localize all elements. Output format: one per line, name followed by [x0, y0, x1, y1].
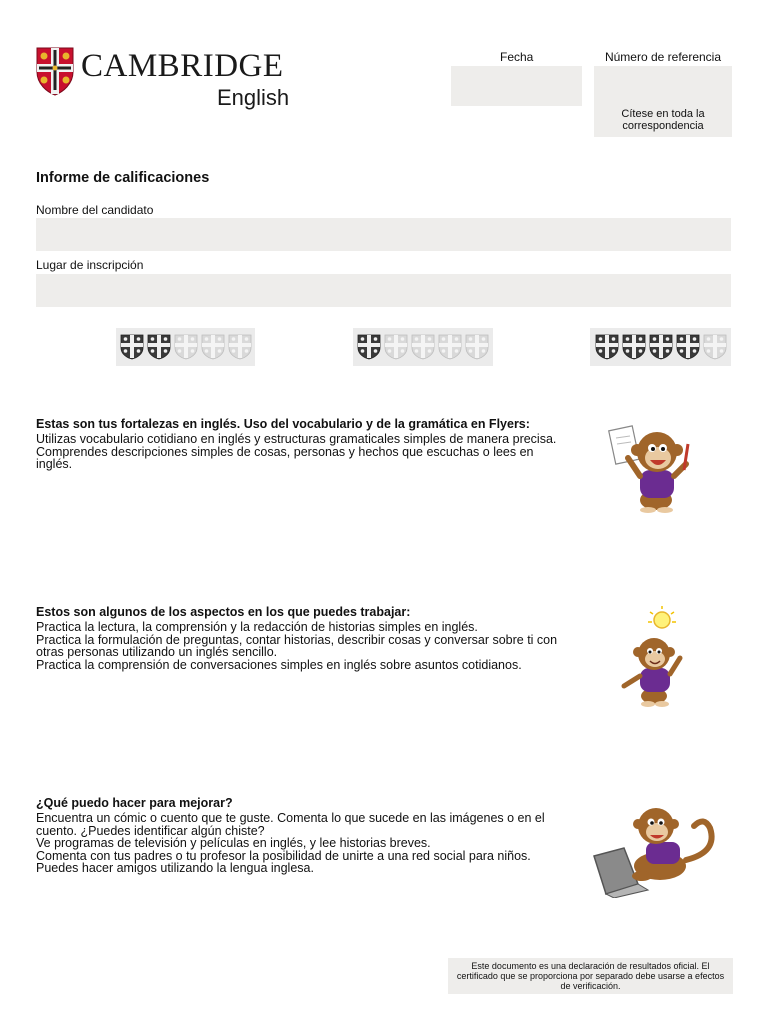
improvement-line: Practica la formulación de preguntas, contar historias, describir cosas y conversar sobre ti con: [36, 632, 558, 647]
monkey-writing-illustration: [608, 418, 700, 514]
place-field[interactable]: [36, 274, 731, 307]
improvement-line: Practica la comprensión de conversaciones simples en inglés sobre asuntos cotidianos.: [36, 657, 522, 672]
shield-score-1: [116, 328, 255, 366]
how-to-improve-title: ¿Qué puedo hacer para mejorar?: [36, 796, 233, 810]
candidate-name-label: Nombre del candidato: [36, 203, 154, 217]
shield-score-3: [590, 328, 731, 366]
reference-field[interactable]: [594, 66, 732, 137]
official-statement-note: Este documento es una declaración de resultados oficial. El certificado que se proporciona por separado debe usarse a efectos de verificación.: [448, 958, 733, 994]
improvement-line: Practica la lectura, la comprensión y la redacción de historias simples en inglés.: [36, 620, 478, 634]
monkey-laptop-illustration: [590, 800, 726, 898]
tip-line: Encuentra un cómic o cuento que te guste. Comenta lo que sucede en las imágenes o en el: [36, 811, 545, 825]
logo-sub-text: English: [217, 85, 290, 110]
shield-empty-icon: [384, 334, 408, 360]
strengths-body: [36, 433, 596, 471]
how-to-improve-body: [36, 812, 596, 875]
shield-empty-icon: [438, 334, 462, 360]
shield-empty-icon: [174, 334, 198, 360]
shield-filled-icon: [120, 334, 144, 360]
shield-filled-icon: [649, 334, 673, 360]
shield-empty-icon: [228, 334, 252, 360]
tip-line: Ve programas de televisión y películas en inglés, y lee historias breves.: [36, 836, 431, 850]
shield-filled-icon: [595, 334, 619, 360]
reference-label: Número de referencia: [604, 50, 722, 64]
shield-empty-icon: [703, 334, 727, 360]
candidate-name-field[interactable]: [36, 218, 731, 251]
date-field[interactable]: [451, 66, 582, 106]
cambridge-shield-icon: [35, 46, 75, 96]
improvement-line: otras personas utilizando un inglés sencillo.: [36, 645, 278, 659]
strengths-title: Estas son tus fortalezas en inglés. Uso del vocabulario y de la gramática en Flyers:: [36, 417, 530, 431]
shield-filled-icon: [622, 334, 646, 360]
shield-empty-icon: [411, 334, 435, 360]
logo-brand-text: CAMBRIDGE: [81, 48, 284, 84]
tip-line: Puedes hacer amigos utilizando la lengua inglesa.: [36, 861, 314, 875]
report-title: Informe de calificaciones: [36, 170, 210, 186]
reference-note: Cítese en toda la correspondencia: [621, 108, 705, 132]
tip-line: Comenta con tus padres o tu profesor la posibilidad de unirte a una red social para niños.: [36, 848, 531, 863]
monkey-idea-illustration: [614, 604, 694, 708]
improvement-areas-title: Estos son algunos de los aspectos en los que puedes trabajar:: [36, 605, 411, 619]
cambridge-english-logo: [35, 46, 305, 112]
shield-filled-icon: [357, 334, 381, 360]
shield-empty-icon: [201, 334, 225, 360]
shield-score-2: [353, 328, 493, 366]
date-label: Fecha: [500, 50, 534, 64]
shield-empty-icon: [465, 334, 489, 360]
place-label: Lugar de inscripción: [36, 258, 144, 272]
tip-line: cuento. ¿Puedes identificar algún chiste?: [36, 823, 265, 838]
shield-filled-icon: [147, 334, 171, 360]
shield-filled-icon: [676, 334, 700, 360]
strengths-line: inglés.: [36, 457, 73, 471]
strengths-line: Utilizas vocabulario cotidiano en inglés y estructuras gramaticales simples de manera precisa.: [36, 432, 557, 446]
improvement-areas-body: [36, 621, 596, 671]
strengths-line: Comprendes descripciones simples de cosas, personas y hechos que escuchas o lees en: [36, 444, 534, 459]
